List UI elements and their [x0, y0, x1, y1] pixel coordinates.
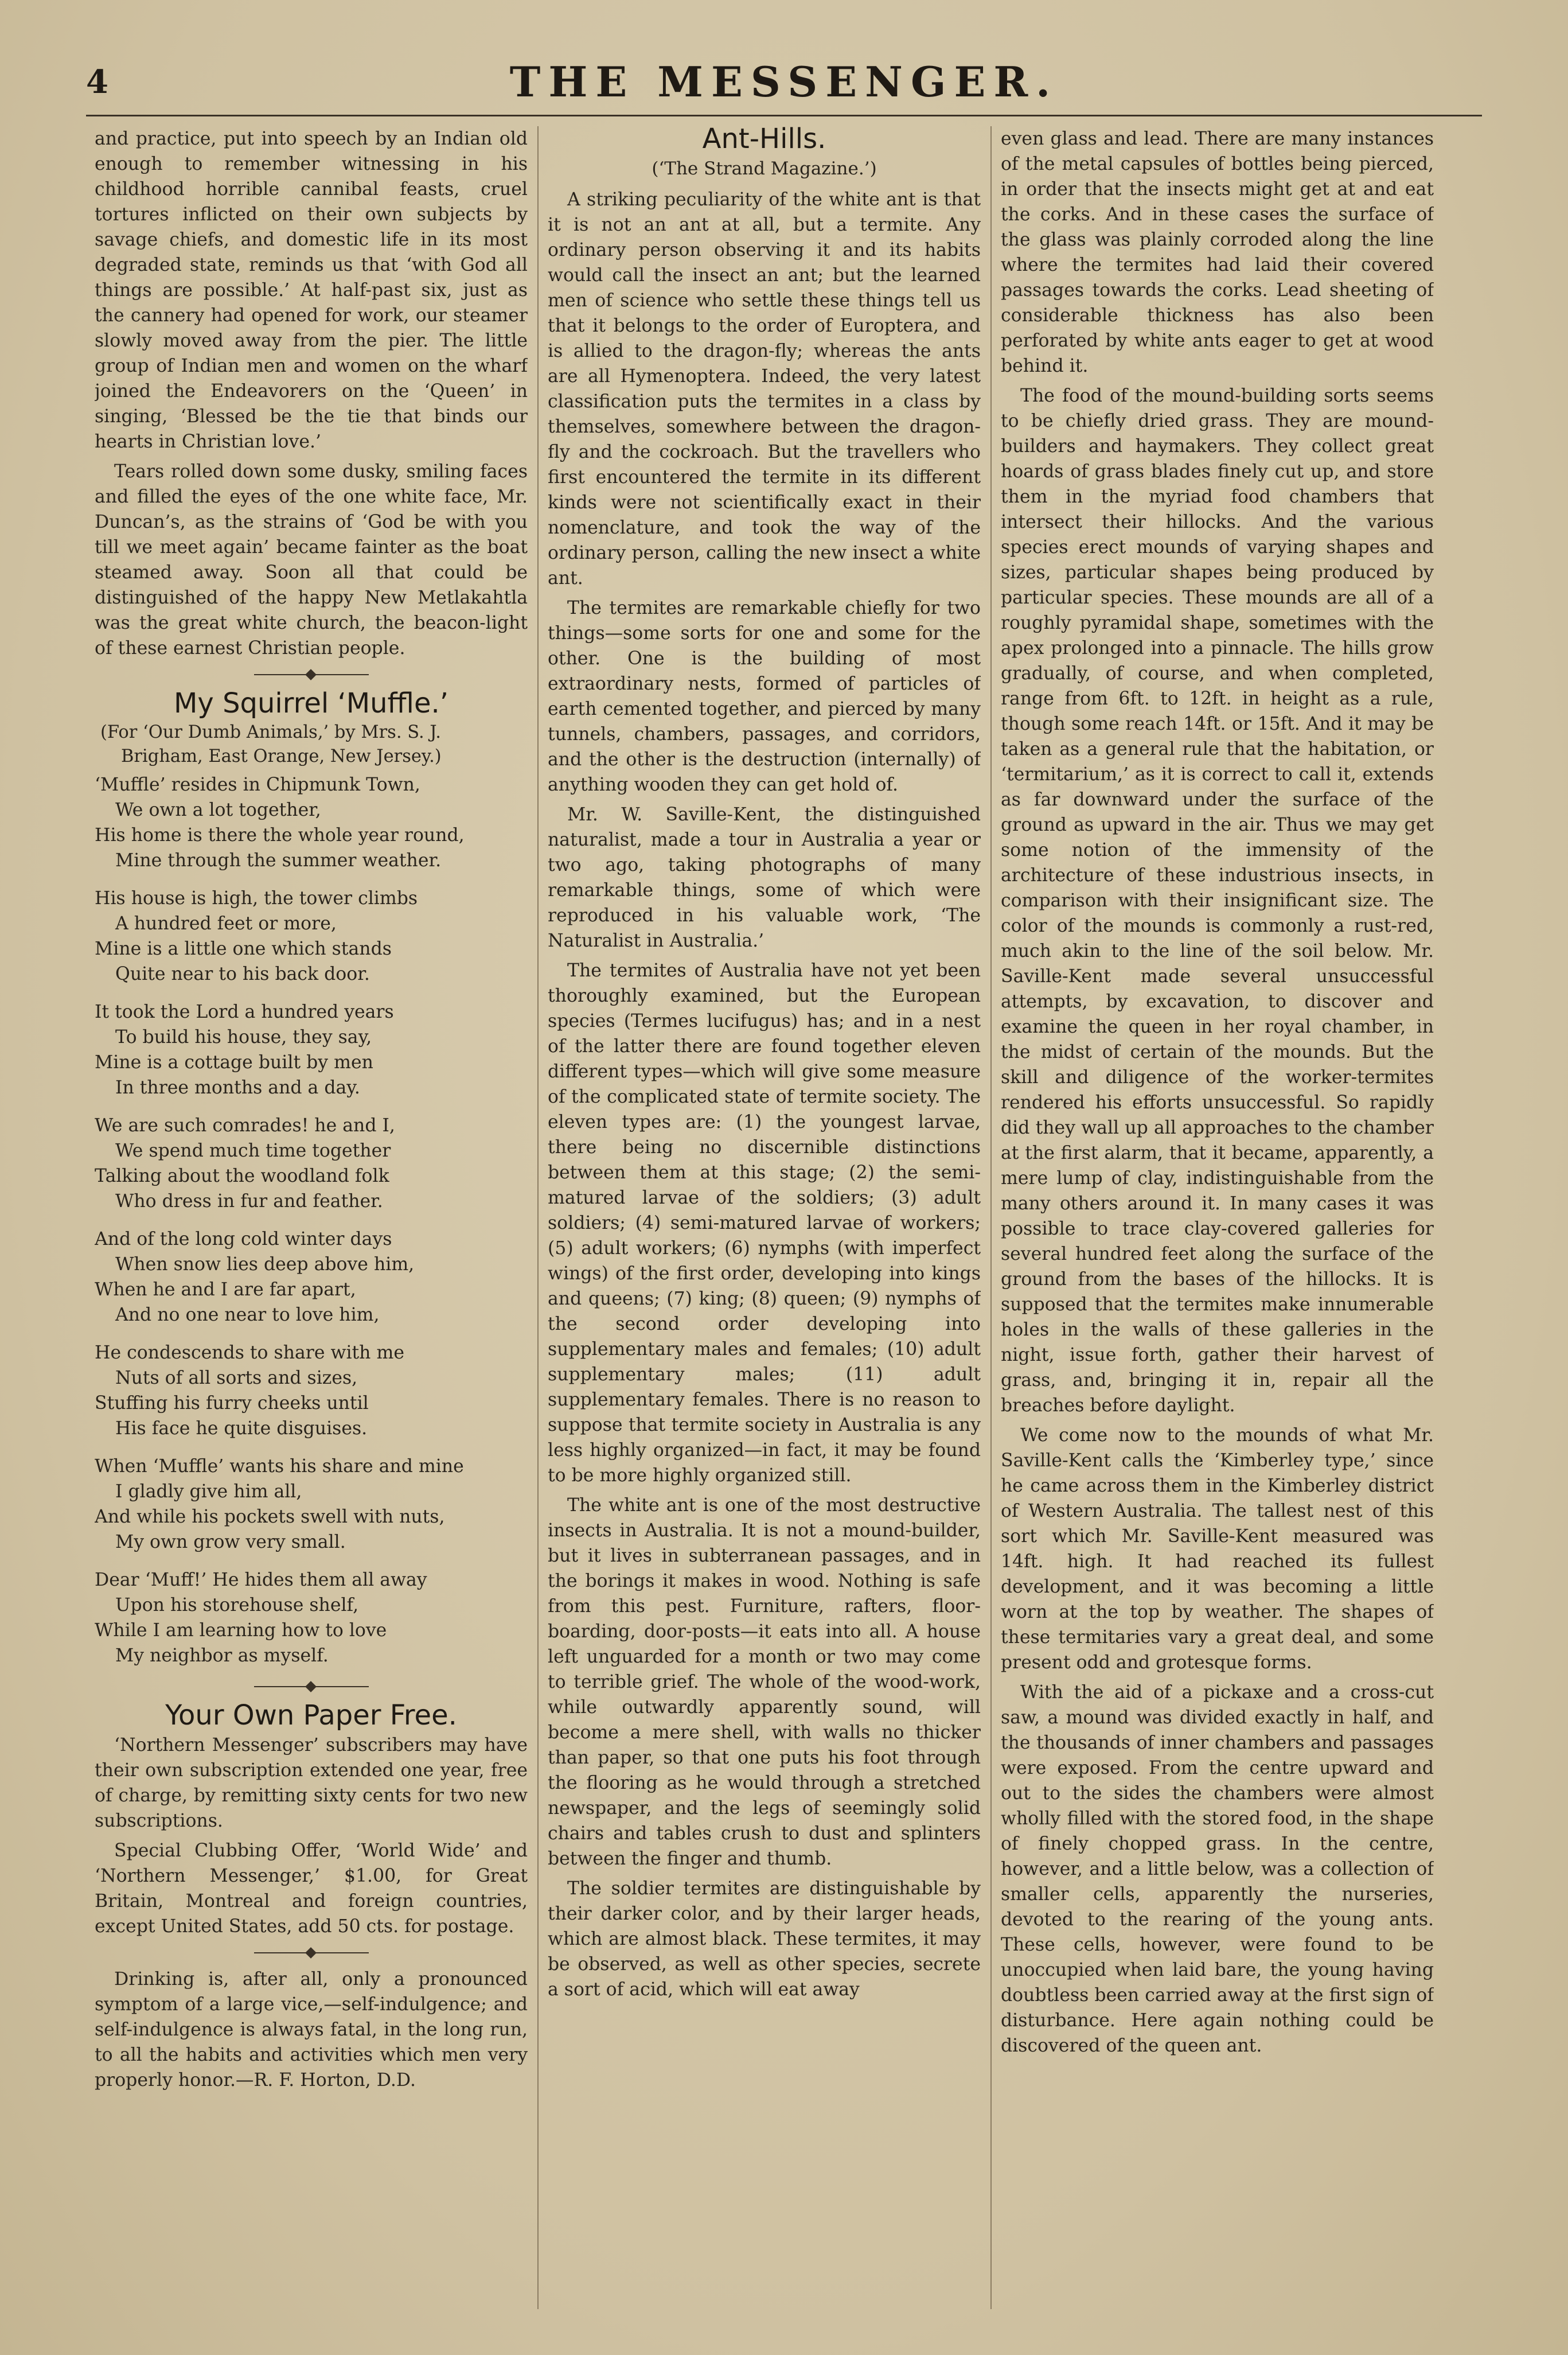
poem-credit-line: Brigham, East Orange, New Jersey.) — [121, 746, 442, 766]
poem-stanza — [95, 772, 528, 873]
masthead: THE MESSENGER. — [509, 57, 1059, 106]
poem-credit-line: (For ‘Our Dumb Animals,’ by Mrs. S. J. — [100, 722, 441, 742]
poem-line: Who dress in fur and feather. — [115, 1191, 383, 1212]
article-paragraph: A striking peculiarity of the white ant is that it is not an ant at all, but a termite. Any ordinary person observing it and its habits would call the insect an ant; but the learned men of science who settle these things tell us that it belongs to the order of Europtera, and is allied to the dragon-fly; whereas the ants are all Hymenoptera. Indeed, the very latest classification puts the termites in a class by themselves, somewhere between the dragon-fly and the cockroach. But the travellers who first encountered the termite in its different kinds were not scientifically exact in their nomenclature, and took the way of the ordinary person, calling the new insect a white ant. — [548, 189, 981, 589]
article-paragraph: Mr. W. Saville-Kent, the distinguished naturalist, made a tour in Australia a year or two ago, taking photographs of many remarkable things, some of which were reproduced in his valuable work, ‘The Naturalist in Australia.’ — [548, 804, 981, 951]
poem-stanza — [95, 1567, 528, 1668]
poem-line: In three months and a day. — [115, 1077, 360, 1098]
article-paragraph: The white ant is one of the most destructive insects in Australia. It is not a mound-builder, but it lives in subterranean passages, and in the borings it makes in wood. Nothing is safe from this pest. Furniture, rafters, floor-boarding, door-posts—it eats into all. A house left unguarded for a month or two may come to terrible grief. The whole of the wood-work, while outwardly apparently sound, will become a mere shell, with walls no thicker than paper, so that one puts his foot through the flooring as he would through a stretched newspaper, and the legs of seemingly solid chairs and tables crush to dust and splinters between the finger and thumb. — [548, 1495, 981, 1869]
paper-offer-paragraph: ‘Northern Messenger’ subscribers may have their own subscription extended one year, free of charge, by remitting sixty cents for two new subscriptions. — [95, 1735, 528, 1831]
poem-line: Mine through the summer weather. — [115, 850, 442, 871]
poem-line: And of the long cold winter days — [95, 1229, 392, 1249]
poem-line: ‘Muffle’ resides in Chipmunk Town, — [95, 774, 420, 795]
poem-line: Stuffing his furry cheeks until — [95, 1393, 369, 1414]
poem-stanza — [95, 999, 528, 1100]
poem-line: His house is high, the tower climbs — [95, 888, 418, 909]
poem-line: Talking about the woodland folk — [95, 1166, 389, 1186]
poem-line: We own a lot together, — [115, 800, 321, 820]
header-rule — [86, 115, 1482, 116]
poem-line: I gladly give him all, — [115, 1481, 302, 1502]
poem-line: We spend much time together — [115, 1140, 391, 1161]
paper-offer-title: Your Own Paper Free. — [165, 1699, 457, 1731]
poem-stanza — [95, 1227, 528, 1328]
poem-line: And no one near to love him, — [115, 1305, 380, 1325]
poem-stanza — [95, 886, 528, 987]
poem-line: Mine is a little one which stands — [95, 939, 392, 959]
column-divider — [990, 126, 992, 2309]
article-paragraph: The food of the mound-building sorts seems to be chiefly dried grass. They are mound-builders and haymakers. They collect great hoards of grass blades finely cut up, and store them in the myriad food chambers that intersect their hillocks. And the various species erect mounds of varying shapes and sizes, particular shapes being produced by particular species. These mounds are all of a roughly pyramidal shape, sometimes with the apex prolonged into a pinnacle. The hills grow gradually, of course, and when completed, range from 6ft. to 12ft. in height as a rule, though some reach 14ft. or 15ft. And it may be taken as a general rule that the habitation, or ‘termitarium,’ as it is correct to call it, extends as far downward under the surface of the ground as upward in the air. Thus we may get some notion of the immensity of the architecture of these industrious insects, in comparison with their insignificant size. The color of the mounds is commonly a rust-red, much akin to the line of the soil below. Mr. Saville-Kent made several unsuccessful attempts, by excavation, to discover and examine the queen in her royal chamber, in the midst of certain of the mounds. But the skill and diligence of the worker-termites rendered his efforts unsuccessful. So rapidly did they wall up all approaches to the chamber at the first alarm, that it became, apparently, a mere lump of clay, indistinguishable from the many others around it. In many cases it was possible to trace clay-covered galleries for several hundred feet along the surface of the ground from the bases of the hillocks. It is supposed that the termites make innumerable holes in the walls of these galleries in the night, issue forth, gather their harvest of grass, and, bringing it in, repair all the breaches before daylight. — [1001, 386, 1434, 1416]
poem-line: We are such comrades! he and I, — [95, 1115, 395, 1136]
article-paragraph: With the aid of a pickaxe and a cross-cut saw, a mound was divided exactly in half, and the thousands of inner chambers and passages were exposed. From the centre upward and out to the sides the chambers were almost wholly filled with the stored food, in the shape of finely chopped grass. In the centre, however, and a little below, was a collection of smaller cells, apparently the nurseries, devoted to the rearing of the young ants. These cells, however, were found to be unoccupied when laid bare, the young having doubtless been carried away at the first sign of disturbance. Here again nothing could be discovered of the queen ant. — [1001, 1682, 1434, 2056]
poem-line: His home is there the whole year round, — [95, 825, 465, 846]
poem-line: It took the Lord a hundred years — [95, 1002, 394, 1022]
article-source: (‘The Strand Magazine.’) — [652, 158, 877, 179]
poem-line: And while his pockets swell with nuts, — [95, 1507, 445, 1527]
column-right — [1001, 126, 1434, 2321]
poem-line: My own grow very small. — [115, 1532, 346, 1552]
poem-line: Nuts of all sorts and sizes, — [115, 1368, 358, 1388]
article-continuation-paragraph: and practice, put into speech by an Indian old enough to remember witnessing in his childhood horrible cannibal feasts, cruel tortures inflicted on their own subjects by savage chiefs, and domestic life in its most degraded state, reminds us that ‘with God all things are possible.’ At half-past six, just as the cannery had opened for work, our steamer slowly moved away from the pier. The little group of Indian men and women on the wharf joined the Endeavorers on the ‘Queen’ in singing, ‘Blessed be the tie that binds our hearts in Christian love.’ — [95, 129, 528, 452]
poem-line: Dear ‘Muff!’ He hides them all away — [95, 1570, 427, 1590]
poem-title: My Squirrel ‘Muffle.’ — [173, 687, 448, 719]
article-paragraph: We come now to the mounds of what Mr. Saville-Kent calls the ‘Kimberley type,’ since he came across them in the Kimberley district of Western Australia. The tallest nest of this sort which Mr. Saville-Kent measured was 14ft. high. It had reached its fullest development, and it was becoming a little worn at the top by weather. The shapes of these termitaries vary a great deal, and some present odd and grotesque forms. — [1001, 1425, 1434, 1673]
quote-paragraph: Drinking is, after all, only a pronounced symptom of a large vice,—self-indulgence; and self-indulgence is always fatal, in the long run, to all the habits and activities which men very properly honor.—R. F. Horton, D.D. — [95, 1969, 528, 2091]
poem-line: A hundred feet or more, — [115, 913, 337, 934]
poem-line: When he and I are far apart, — [95, 1279, 356, 1300]
poem-stanza — [95, 1340, 528, 1441]
article-paragraph: The soldier termites are distinguishable by their darker color, and by their larger heads, which are almost black. These termites, it may be observed, as well as other species, secrete a sort of acid, which will eat away — [548, 1878, 981, 2000]
column-middle — [548, 126, 981, 2321]
poem-line: When snow lies deep above him, — [115, 1254, 415, 1275]
article-paragraph: Tears rolled down some dusky, smiling faces and filled the eyes of the one white face, Mr. Duncan’s, as the strains of ‘God be with you till we meet again’ became fainter as the boat steamed away. Soon all that could be distinguished of the happy New Metlakahtla was the great white church, the beacon-light of these earnest Christian people. — [95, 461, 528, 659]
article-paragraph: The termites of Australia have not yet been thoroughly examined, but the European species (Termes lucifugus) has; and in a nest of the latter there are found together eleven different types—which will give some measure of the complicated state of termite society. The eleven types are: (1) the youngest larvae, there being no discernible distinctions between them at this stage; (2) the semi-matured larvae of the soldiers; (3) adult soldiers; (4) semi-matured larvae of workers; (5) adult workers; (6) nymphs (with imperfect wings) of the first order, developing into kings and queens; (7) king; (8) queen; (9) nymphs of the second order developing into supplementary males and females; (10) adult supplementary males; (11) adult supplementary females. There is no reason to suppose that termite society in Australia is any less highly organized—in fact, it may be found to be more highly organized still. — [548, 960, 981, 1486]
column-divider — [537, 126, 539, 2309]
poem-line: Quite near to his back door. — [115, 964, 370, 984]
column-left — [95, 126, 528, 2321]
poem-line: To build his house, they say, — [115, 1027, 372, 1048]
poem-credit — [95, 721, 528, 769]
section-ornament — [254, 669, 369, 680]
poem-line: Upon his storehouse shelf, — [115, 1595, 359, 1616]
article-title: Ant-Hills. — [702, 126, 826, 155]
poem-line: He condescends to share with me — [95, 1342, 404, 1363]
poem-stanza — [95, 1454, 528, 1555]
poem-line: Mine is a cottage built by men — [95, 1052, 373, 1073]
clubbing-offer-paragraph: Special Clubbing Offer, ‘World Wide’ and ‘Northern Messenger,’ $1.00, for Great Britain, Montreal and foreign countries, except United States, add 50 cts. for postage. — [95, 1840, 528, 1937]
poem-line: When ‘Muffle’ wants his share and mine — [95, 1456, 464, 1477]
poem-line: My neighbor as myself. — [115, 1645, 329, 1666]
article-paragraph: The termites are remarkable chiefly for two things—some sorts for one and some for the other. One is the building of most extraordinary nests, formed of particles of earth cemented together, and pierced by many tunnels, chambers, passages, and corridors, and the other is the destruction (internally) of anything wooden they can get hold of. — [548, 598, 981, 795]
poem-stanza — [95, 1113, 528, 1214]
section-ornament — [254, 1681, 369, 1692]
poem-line: While I am learning how to love — [95, 1620, 387, 1641]
article-continuation-paragraph: even glass and lead. There are many instances of the metal capsules of bottles being pierced, in order that the insects might get at and eat the corks. And in these cases the surface of the glass was plainly corroded along the line where the termites had laid their covered passages towards the corks. Lead sheeting of considerable thickness has also been perforated by white ants eager to get at wood behind it. — [1001, 129, 1434, 376]
section-ornament — [254, 1947, 369, 1959]
poem-line: His face he quite disguises. — [115, 1418, 368, 1439]
page-number: 4 — [86, 63, 108, 101]
